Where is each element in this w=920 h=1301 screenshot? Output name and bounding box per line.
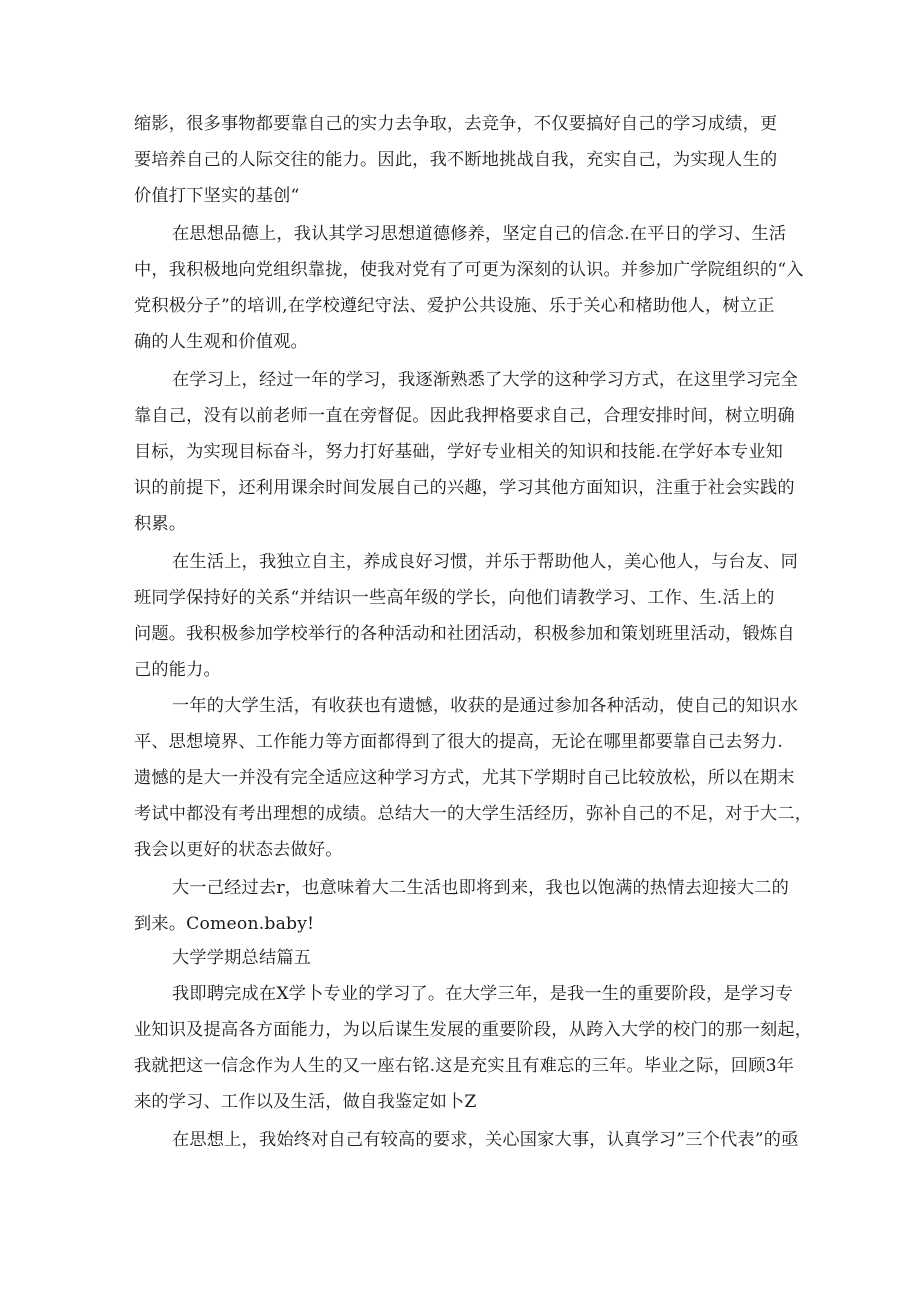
section-heading: 大学学期总结篇五 [172,948,312,968]
text-line: 业知识及提高各方面能力，为以后谋生发展的重要阶段，从跨入大学的校门的那一刻起， [134,1020,813,1040]
paragraph-first-line: 在思想上，我始终对自己有较高的要求，关心国家大事，认真学习”三个代表”的亟 [172,1130,799,1150]
text-line: 己的能力。 [134,660,221,680]
paragraph-first-line: 大一己经过去r，也意味着大二生活也即将到来，我也以饱满的热情去迎接大二的 [172,878,789,898]
text-line: 目标，为实现目标奋斗，努力打好基础，学好专业相关的知识和技能.在学好本专业知 [134,442,784,462]
text-line: 要培养自己的人际交往的能力。因此，我不断地挑战自我，充实自己，为实现人生的 [134,150,778,170]
text-line: 积累。 [134,514,187,534]
text-line: 遗憾的是大一并没有完全适应这种学习方式，尤其下学期时自己比较放松，所以在期末 [134,768,795,788]
paragraph-first-line: 在思想品德上，我认其学习思想道德修养，坚定自己的信念.在平日的学习、生活 [172,224,787,244]
text-line: 靠自己，没有以前老师一直在旁督促。因此我押格要求自己，合理安排时间，树立明确 [134,406,795,426]
paragraph-first-line: 在学习上，经过一年的学习，我逐渐熟悉了大学的这种学习方式，在这里学习完全 [172,370,798,390]
text-line: 缩影，很多事物都要靠自己的实力去争取，去竞争，不仅要搞好自己的学习成绩，更 [134,114,778,134]
text-line: 我就把这一信念作为人生的又一座右铭.这是充实且有难忘的三年。毕业之际，回顾3年 [134,1056,795,1076]
text-line: 问题。我积极参加学校举行的各种活动和社团活动，积极参加和策划班里活动，锻炼自 [134,624,795,644]
text-line: 班同学保持好的关系“并结识一些高年级的学长，向他们请教学习、工作、生.活上的 [134,588,775,608]
text-line: 考试中都没有考出理想的成绩。总结大一的大学生活经历，弥补自己的不足，对于大二， [134,804,813,824]
text-line: 我会以更好的状态去做好。 [134,840,343,860]
paragraph-first-line: 一年的大学生活，有收获也有遗憾，收获的是通过参加各种活动，使自己的知识水 [172,696,798,716]
paragraph-first-line: 我即聘完成在X学卜专业的学习了。在大学三年，是我一生的重要阶段，是学习专 [172,984,794,1004]
text-line: 确的人生观和价值观。 [134,332,308,352]
paragraph-first-line: 在生活上，我独立自主，养成良好习惯，并乐于帮助他人，美心他人，与台友、同 [172,552,798,572]
text-line: 到来。Comeon.baby! [134,914,315,934]
text-line: 来的学习、工作以及生活，做自我鉴定如卜Z [134,1092,477,1112]
text-line: 中，我积极地向党组织靠拢，使我对党有了可更为深刻的认识。并参加广学院组织的“入 [134,260,804,280]
text-line: 识的前提下，还利用课余时间发展自己的兴趣，学习其他方面知识，注重于社会实践的 [134,478,795,498]
text-line: 平、思想境界、工作能力等方面都得到了很大的提高，无论在哪里都要靠自己去努力. [134,732,784,752]
text-line: 党积极分子”的培训,在学校遵纪守法、爱护公共设施、乐于关心和楮助他人，树立正 [134,296,775,316]
text-line: 价值打下坚实的基创“ [134,186,300,206]
